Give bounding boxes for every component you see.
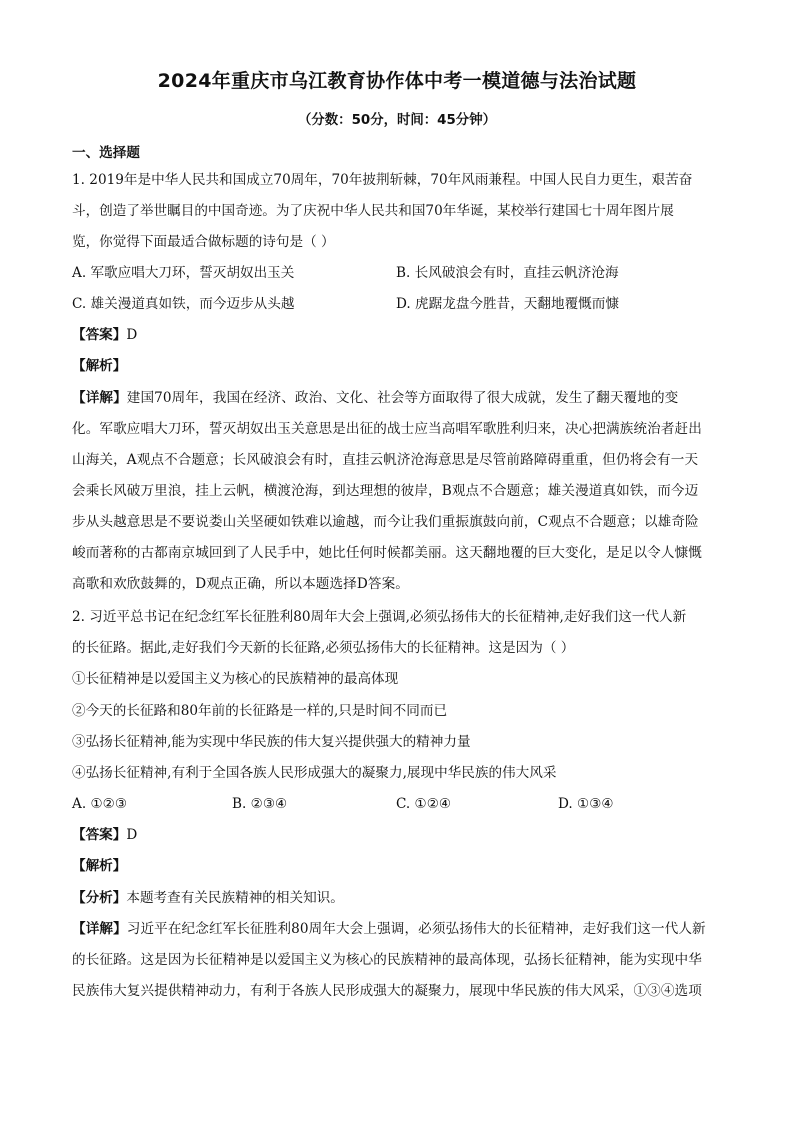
q2-detail-line: 【详解】习近平在纪念红军长征胜利80周年大会上强调，必须弘扬伟大的长征精神，走好我们这一代人新	[72, 921, 706, 937]
q2-detail-line: 民族伟大复兴提供精神动力，有利于各族人民形成强大的凝聚力，展现中华民族的伟大风采，①③④选项	[72, 983, 702, 999]
detail-label: 【详解】	[72, 921, 127, 937]
q1-detail-line: 【详解】建国70周年，我国在经济、政治、文化、社会等方面取得了很大成就，发生了翻天覆地的变	[72, 390, 679, 406]
q1-detail-line: 山海关，A观点不合题意；长风破浪会有时，直挂云帆济沧海意思是尽管前路障碍重重，但仍将会有一天	[72, 452, 699, 468]
q2-stem-line: 的长征路。据此,走好我们今天新的长征路,必须弘扬伟大的长征精神。这是因为（ ）	[72, 640, 575, 656]
q2-answer	[72, 825, 732, 845]
q2-item-3: ③弘扬长征精神,能为实现中华民族的伟大复兴提供强大的精神力量	[72, 734, 471, 750]
analysis-label: 【分析】	[72, 890, 127, 906]
q1-detail-line: 会乘长风破万里浪，挂上云帆，横渡沧海，到达理想的彼岸，B观点不合题意；雄关漫道真如铁，而今迈	[72, 483, 699, 499]
page-subtitle: （分数：50分，时间：45分钟）	[298, 113, 496, 128]
q1-stem-line: 1. 2019年是中华人民共和国成立70周年，70年披荆斩棘，70年风雨兼程。中国人民自力更生，艰苦奋	[72, 172, 693, 188]
q2-item-2: ②今天的长征路和80年前的长征路是一样的,只是时间不同而已	[72, 703, 448, 719]
q1-option-c: C. 雄关漫道真如铁，而今迈步从头越	[72, 296, 295, 312]
answer-label: 【答案】	[72, 327, 127, 343]
q2-item-1: ①长征精神是以爱国主义为核心的民族精神的最高体现	[72, 671, 399, 687]
answer-value: D	[126, 827, 138, 843]
q1-stem-line: 览，你觉得下面最适合做标题的诗句是（ ）	[72, 234, 335, 250]
q1-detail-line: 高歌和欢欣鼓舞的，D观点正确，所以本题选择D答案。	[72, 576, 409, 592]
q1-analysis-label: 【解析】	[72, 358, 127, 374]
q2-detail-line: 的长征路。这是因为长征精神是以爱国主义为核心的民族精神的最高体现，弘扬长征精神，能为实现中华	[72, 952, 702, 968]
q1-detail-line: 步从头越意思是不要说娄山关坚硬如铁难以逾越，而今让我们重振旗鼓向前，C观点不合题意；以雄奇险	[72, 514, 699, 530]
answer-value: D	[126, 327, 138, 343]
q2-option-d: D. ①③④	[558, 796, 614, 812]
q2-item-4: ④弘扬长征精神,有利于全国各族人民形成强大的凝聚力,展现中华民族的伟大风采	[72, 765, 557, 781]
q1-option-d: D. 虎踞龙盘今胜昔，天翻地覆慨而慷	[396, 296, 619, 312]
q2-option-a: A. ①②③	[72, 796, 128, 812]
q2-analysis-line: 【分析】本题考查有关民族精神的相关知识。	[72, 890, 344, 906]
page-title: 2024年重庆市乌江教育协作体中考一模道德与法治试题	[157, 70, 637, 92]
q1-answer	[72, 325, 732, 345]
q1-detail-line: 化。军歌应唱大刀环，誓灭胡奴出玉关意思是出征的战士应当高唱军歌胜利归来，决心把满族统治者赶出	[72, 421, 702, 437]
section-heading: 一、选择题	[72, 145, 140, 161]
q2-option-c: C. ①②④	[396, 796, 452, 812]
q1-option-b: B. 长风破浪会有时，直挂云帆济沧海	[396, 265, 619, 281]
q2-analysis-label: 【解析】	[72, 858, 127, 874]
q1-stem-line: 斗，创造了举世瞩目的中国奇迹。为了庆祝中华人民共和国70年华诞，某校举行建国七十周年图片展	[72, 203, 674, 219]
q2-stem-line: 2. 习近平总书记在纪念红军长征胜利80周年大会上强调,必须弘扬伟大的长征精神,走好我们这一代人新	[72, 609, 687, 625]
q1-detail-line: 峻而著称的古都南京城回到了人民手中，她比任何时候都美丽。这天翻地覆的巨大变化，是足以令人慷慨	[72, 545, 702, 561]
answer-label: 【答案】	[72, 827, 127, 843]
q1-option-a: A. 军歌应唱大刀环，誓灭胡奴出玉关	[72, 265, 295, 281]
q2-option-b: B. ②③④	[232, 796, 288, 812]
detail-label: 【详解】	[72, 390, 127, 406]
